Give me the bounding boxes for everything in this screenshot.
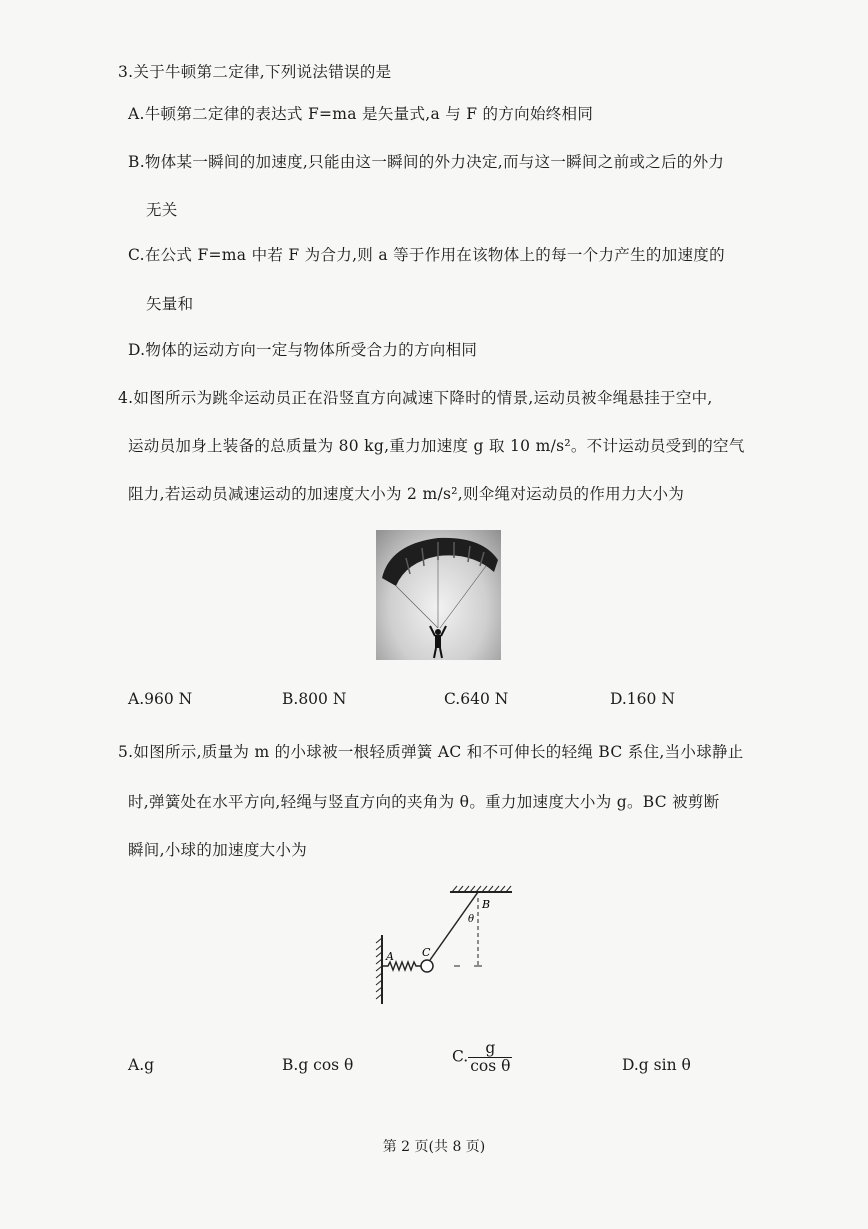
q4-stem-line3: 阻力,若运动员减速运动的加速度大小为 2 m/s²,则伞绳对运动员的作用力大小为: [128, 485, 685, 503]
q3-option-b-line2: 无关: [146, 201, 178, 219]
q4-stem-line2: 运动员加身上装备的总质量为 80 kg,重力加速度 g 取 10 m/s²。不计运动员受到的空气: [128, 437, 745, 455]
q4-option-b: B.800 N: [282, 690, 347, 708]
q5-option-c-denominator: cos θ: [470, 1057, 511, 1076]
q3-option-a: A.牛顿第二定律的表达式 F=ma 是矢量式,a 与 F 的方向始终相同: [128, 105, 594, 123]
label-a: A: [386, 950, 394, 963]
q5-option-c-numerator: g: [468, 1040, 512, 1058]
parachute-icon: [376, 530, 501, 660]
q3-stem: 3.关于牛顿第二定律,下列说法错误的是: [118, 63, 392, 81]
q4-option-d: D.160 N: [610, 690, 675, 708]
q5-option-a: A.g: [128, 1056, 155, 1074]
page-footer: 第 2 页(共 8 页): [382, 1139, 486, 1155]
q5-stem-line3: 瞬间,小球的加速度大小为: [128, 841, 308, 859]
q3-option-d: D.物体的运动方向一定与物体所受合力的方向相同: [128, 341, 478, 359]
q5-option-c: [452, 1040, 512, 1075]
parachutist-photo: [376, 530, 501, 660]
q3-option-c-line2: 矢量和: [146, 295, 194, 313]
q5-stem-line2: 时,弹簧处在水平方向,轻绳与竖直方向的夹角为 θ。重力加速度大小为 g。BC 被剪断: [128, 793, 720, 811]
q3-option-c-line1: C.在公式 F=ma 中若 F 为合力,则 a 等于作用在该物体上的每一个力产生的加速度的: [128, 246, 725, 264]
q3-option-b-line1: B.物体某一瞬间的加速度,只能由这一瞬间的外力决定,而与这一瞬间之前或之后的外力: [128, 153, 725, 171]
q4-option-c: C.640 N: [444, 690, 509, 708]
q5-option-d: D.g sin θ: [622, 1056, 691, 1074]
q4-stem-line1: 4.如图所示为跳伞运动员正在沿竖直方向减速下降时的情景,运动员被伞绳悬挂于空中,: [118, 389, 713, 407]
label-b: B: [482, 898, 491, 911]
q5-stem-line1: 5.如图所示,质量为 m 的小球被一根轻质弹簧 AC 和不可伸长的轻绳 BC 系住,当小球静止: [118, 743, 744, 761]
q5-option-c-prefix: C.: [452, 1047, 469, 1066]
label-theta: θ: [468, 914, 475, 925]
q5-option-b: B.g cos θ: [282, 1056, 354, 1074]
q5-option-c-fraction: [468, 1040, 512, 1075]
label-c: C: [422, 946, 431, 959]
q4-option-a: A.960 N: [128, 690, 193, 708]
spring-rope-diagram: [370, 880, 520, 1010]
